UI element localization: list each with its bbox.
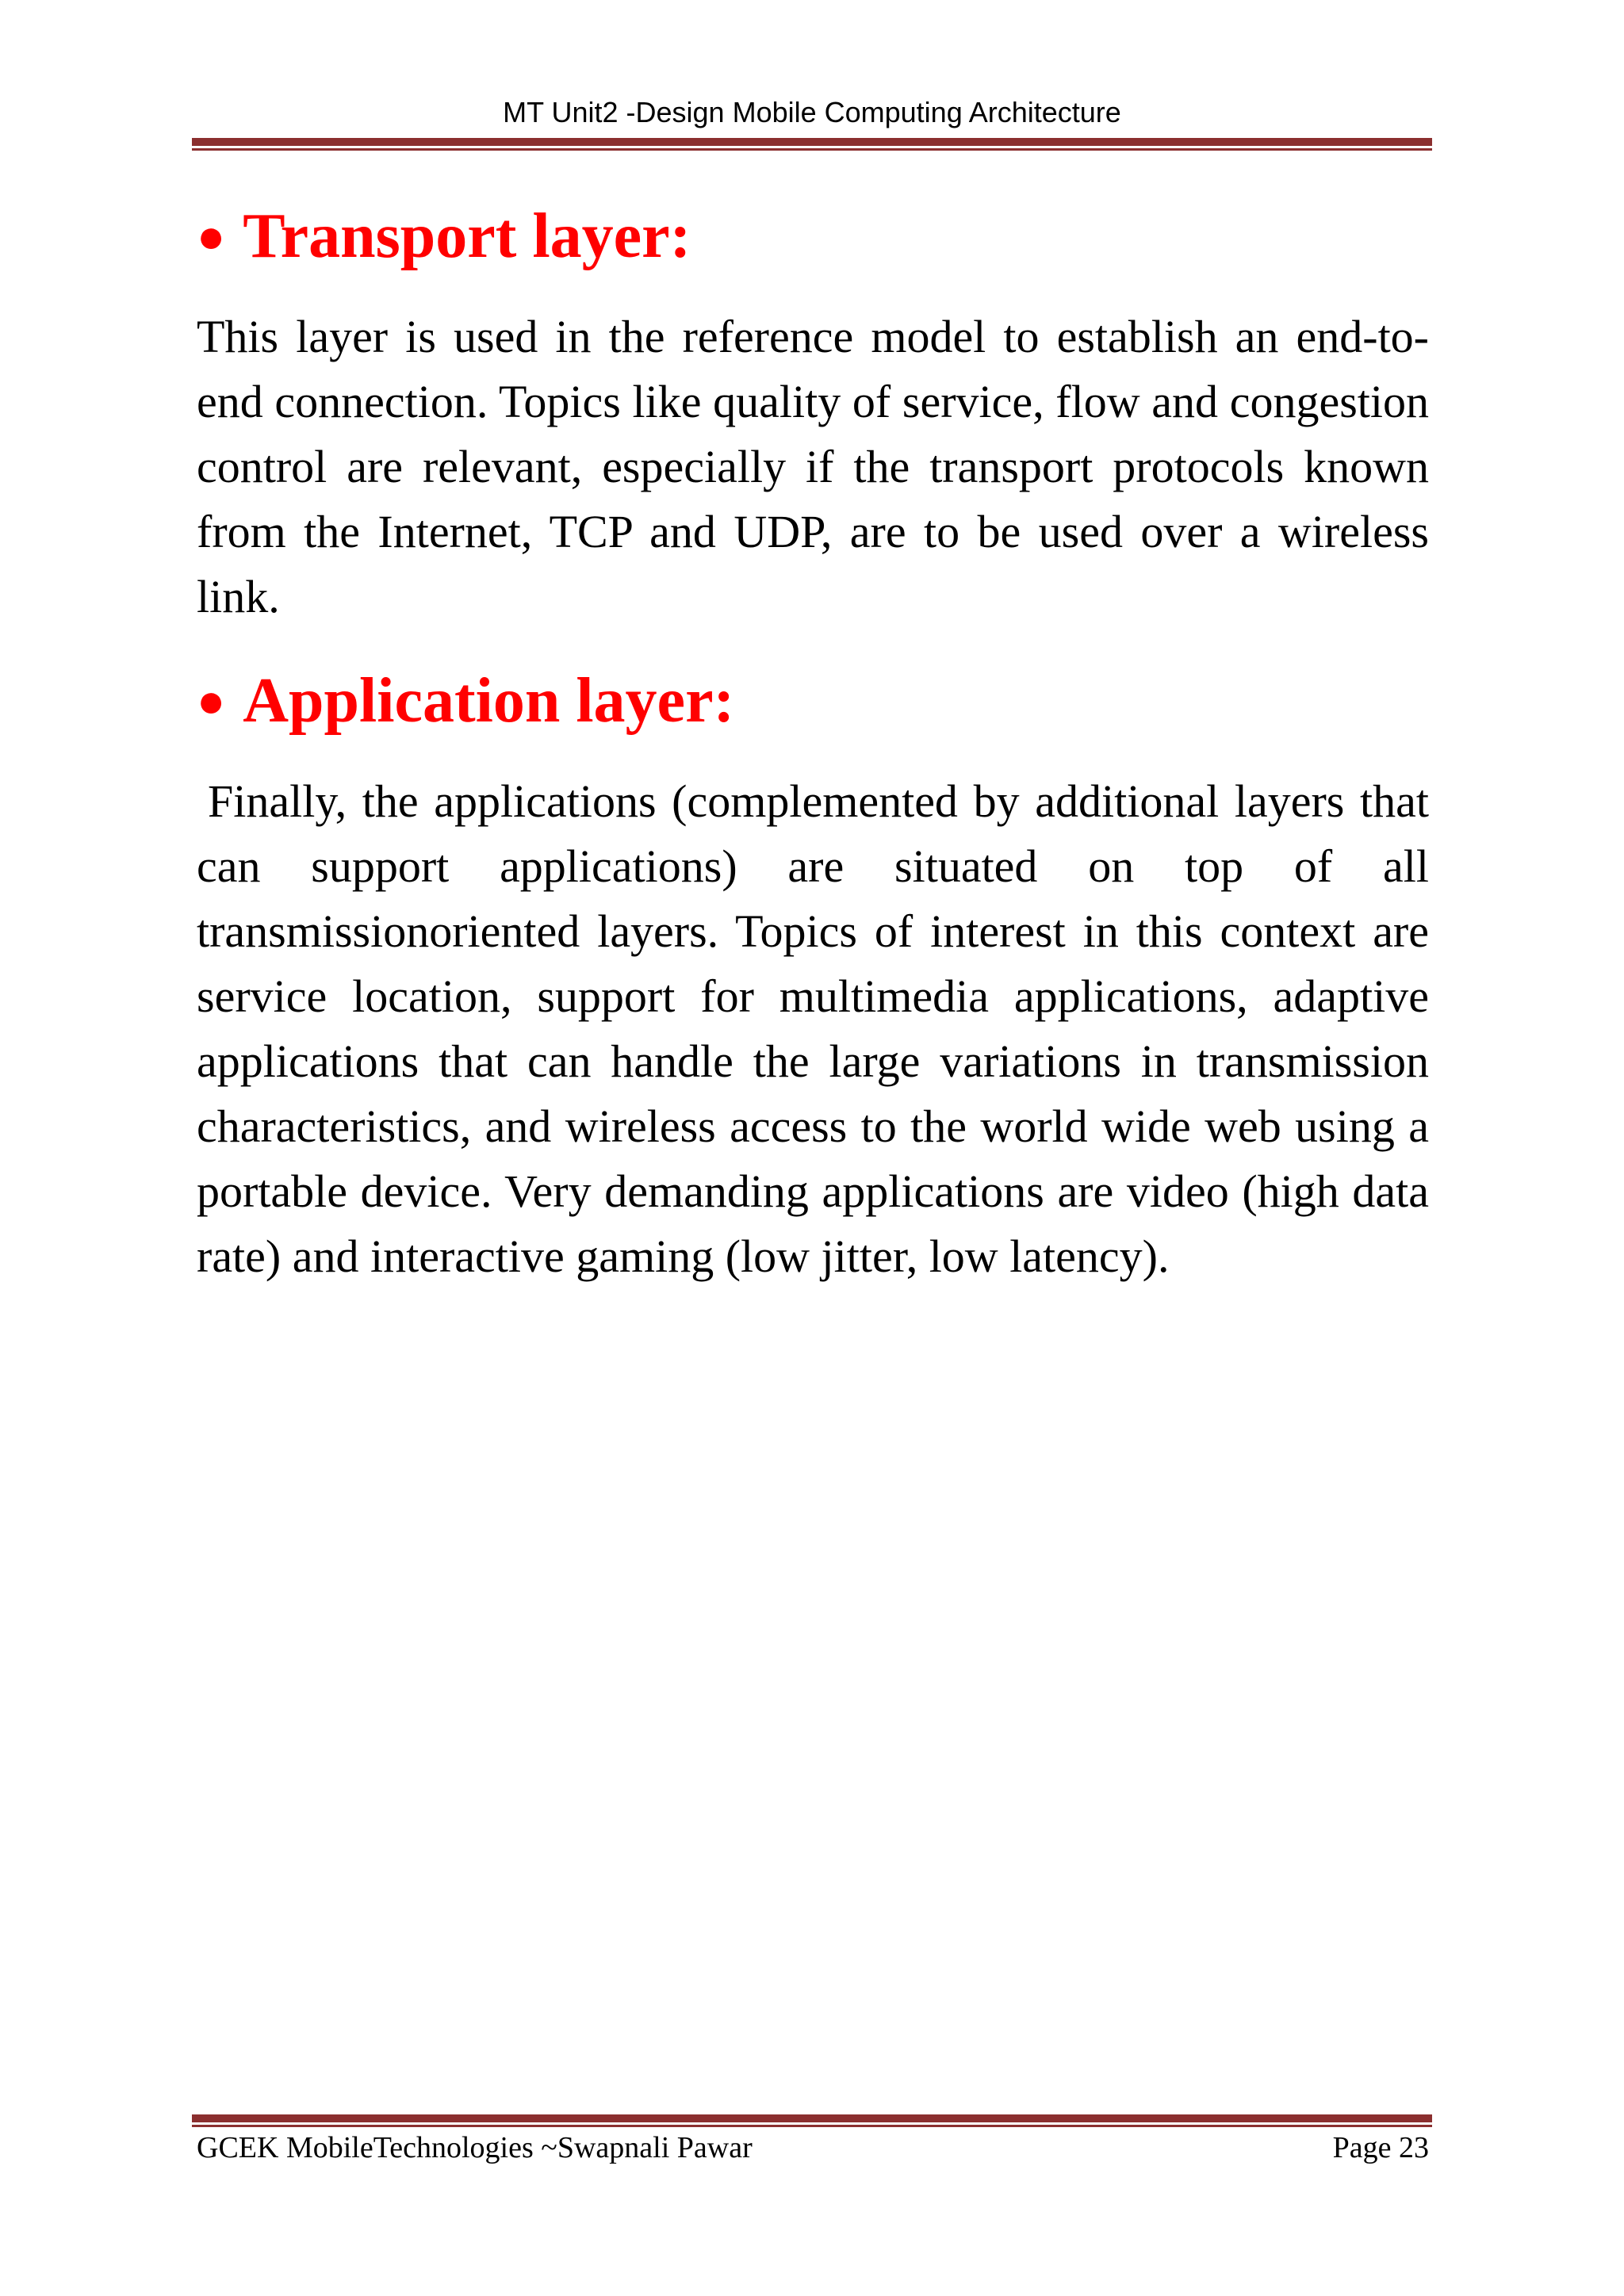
page-header-title: MT Unit2 -Design Mobile Computing Architecture xyxy=(503,96,1121,128)
page-number: Page 23 xyxy=(1332,2131,1429,2164)
heading-text: Application layer: xyxy=(243,666,735,736)
header-rule xyxy=(192,138,1432,151)
section-paragraph-application: Finally, the applications (complemented by additional layers that can support applications) are situated on top of all transmissionoriented layers. Topics of interest in this context are service location, support for multimedia applications, adaptive applications that can handle the large variations in transmission characteristics, and wireless access to the world wide web using a portable device. Very demanding applications are video (high data rate) and interactive gaming (low jitter, low latency). xyxy=(197,775,1429,1282)
bullet-icon: ● xyxy=(197,675,226,727)
footer-author: GCEK MobileTechnologies ~Swapnali Pawar xyxy=(197,2131,753,2164)
section-paragraph-transport: This layer is used in the reference model to establish an end-to-end connection. Topics like quality of service, flow and congestion control are relevant, especially if the transport protocols known from the Internet, TCP and UDP, are to be used over a wireless link. xyxy=(197,311,1429,622)
footer-rule xyxy=(192,2114,1432,2127)
section-heading-application xyxy=(197,661,1429,740)
page-content xyxy=(197,197,1429,1289)
heading-text: Transport layer: xyxy=(243,201,691,271)
bullet-icon: ● xyxy=(197,210,226,262)
section-heading-transport xyxy=(197,197,1429,276)
